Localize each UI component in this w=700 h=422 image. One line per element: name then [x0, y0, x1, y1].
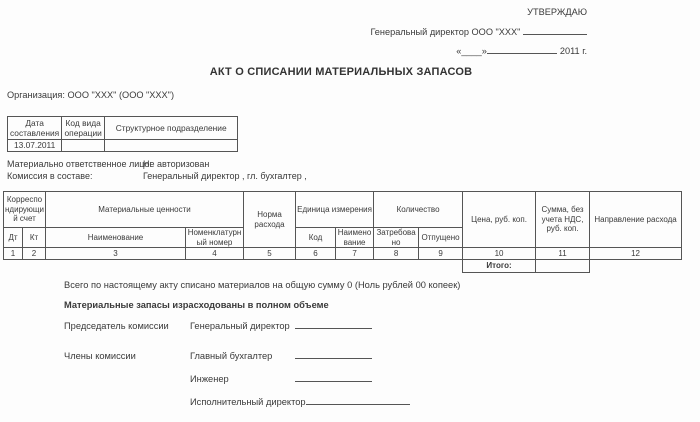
column-number: 9 [419, 248, 463, 260]
signature-blank [295, 373, 372, 382]
info-cell-subdivision [105, 140, 238, 152]
organization-label: Организация: [7, 90, 65, 100]
signature-blank [306, 396, 410, 405]
signature-blank [523, 26, 587, 35]
total-label: Итого: [463, 260, 536, 273]
header-requested: Затребовано [374, 228, 419, 248]
signature-row-member-3 [64, 396, 410, 407]
date-year: 2011 г. [559, 46, 587, 56]
signature-position: Главный бухгалтер [190, 351, 273, 361]
column-number: 11 [536, 248, 590, 260]
header-correspond-account: Корреспондирующий счет [4, 192, 46, 228]
signature-role: Председатель комиссии [64, 321, 169, 331]
header-debit: Дт [4, 228, 23, 248]
summary-line: Всего по настоящему акту списано материалов на общую сумму 0 (Ноль рублей 00 копеек) [64, 280, 461, 290]
write-off-table [3, 191, 682, 273]
info-header-subdivision: Структурное подразделение [105, 117, 238, 140]
signature-position: Исполнительный директор [190, 397, 306, 407]
column-number: 3 [46, 248, 186, 260]
header-unit-name: Наименование [336, 228, 374, 248]
column-number: 7 [336, 248, 374, 260]
info-table [7, 116, 238, 152]
signature-position: Инженер [190, 374, 229, 384]
signature-blank [295, 320, 372, 329]
header-expense-direction: Направление расхода [590, 192, 682, 248]
approval-block [327, 7, 587, 65]
commission-value: Генеральный директор , гл. бухгалтер , [143, 171, 307, 181]
commission-label: Комиссия в составе: [7, 171, 93, 181]
commission-line [7, 171, 307, 181]
column-number: 5 [244, 248, 296, 260]
header-sum-without-vat: Сумма, без учета НДС, руб. коп. [536, 192, 590, 248]
header-released: Отпущено [419, 228, 463, 248]
director-signature-line [327, 26, 587, 37]
organization-line [7, 90, 174, 100]
column-number: 6 [296, 248, 336, 260]
header-name: Наименование [46, 228, 186, 248]
signature-position: Генеральный директор [190, 321, 290, 331]
info-cell-operation-code [62, 140, 105, 152]
signature-row-member-2 [64, 373, 372, 384]
header-nomenclature-number: Номенклатурный номер [186, 228, 244, 248]
header-measure-unit: Единица измерения [296, 192, 374, 228]
responsible-person-line [7, 159, 210, 169]
signature-row-member-1 [64, 350, 372, 361]
info-header-date: Дата составления [8, 117, 62, 140]
header-quantity: Количество [374, 192, 463, 228]
header-consumption-norm: Норма расхода [244, 192, 296, 248]
column-number: 12 [590, 248, 682, 260]
total-sum-cell [536, 260, 590, 273]
column-number: 10 [463, 248, 536, 260]
page-title: АКТ О СПИСАНИИ МАТЕРИАЛЬНЫХ ЗАПАСОВ [209, 66, 473, 78]
column-number: 4 [186, 248, 244, 260]
signature-row-chairman [64, 320, 372, 331]
column-number: 2 [23, 248, 46, 260]
header-price: Цена, руб. коп. [463, 192, 536, 248]
signature-role: Члены комиссии [64, 351, 136, 361]
responsible-label: Материально ответственное лицо: [7, 159, 152, 169]
column-number: 1 [4, 248, 23, 260]
date-blank [487, 45, 557, 54]
director-title: Генеральный директор ООО "ХХХ" [370, 26, 521, 37]
header-material-values: Материальные ценности [46, 192, 244, 228]
column-number: 8 [374, 248, 419, 260]
total-row-spacer [590, 260, 682, 273]
date-quotes: «____» [456, 46, 487, 56]
info-header-operation-code: Код вида операции [62, 117, 105, 140]
organization-value: ООО "ХХХ" (ООО "ХХХ") [67, 90, 174, 100]
responsible-value: Не авторизован [143, 159, 210, 169]
total-row-spacer [4, 260, 463, 273]
full-use-statement: Материальные запасы израсходованы в полном объеме [64, 300, 329, 310]
header-credit: Кт [23, 228, 46, 248]
header-unit-code: Код [296, 228, 336, 248]
signature-blank [295, 350, 372, 359]
info-cell-date: 13.07.2011 [8, 140, 62, 152]
approve-label: УТВЕРЖДАЮ [527, 7, 587, 17]
date-line [327, 45, 587, 56]
